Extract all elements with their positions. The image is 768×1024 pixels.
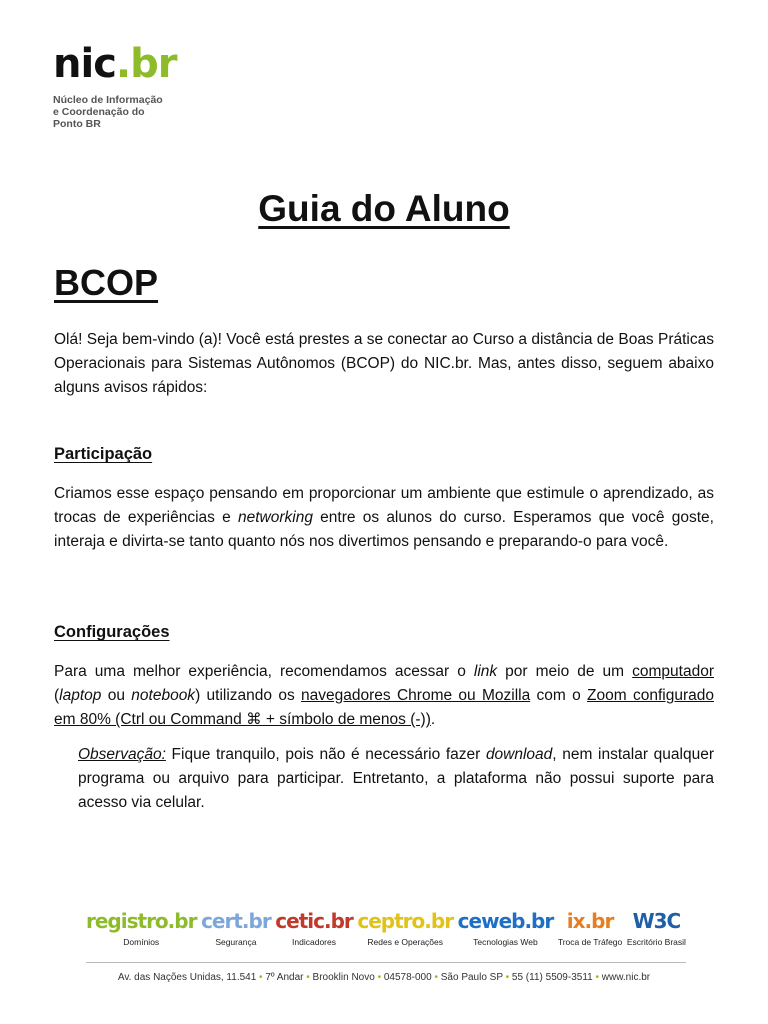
page-title: Guia do Aluno <box>258 188 510 229</box>
address-separator: • <box>592 972 602 983</box>
footer-brand <box>558 908 622 947</box>
footer-brand-desc: Tecnologias Web <box>473 937 538 947</box>
address-part: 55 (11) 5509-3511 <box>511 972 593 983</box>
section-heading-configuracoes: Configurações <box>54 623 170 641</box>
configuracoes-paragraph: Para uma melhor experiência, recomendamos acessar o link por meio de um computador (laptop ou notebook) utilizando os navegadores Chrome ou Mozilla com o Zoom configurado em 80% (Ctrl ou Command ⌘ + símbolo de menos (-)). <box>54 663 714 728</box>
address-part: www.nic.br <box>601 972 651 983</box>
footer-brand <box>275 908 352 947</box>
participacao-paragraph: Criamos esse espaço pensando em proporcionar um ambiente que estimule o aprendizado, as trocas de experiências e networking entre os alunos do curso. Esperamos que você goste, interaja e divirta-se tanto quanto nós nos divertimos pensando e preparando-o para você. <box>54 485 714 550</box>
footer-brand-logo: cert.br <box>201 909 271 933</box>
footer-brand-logo: W3C <box>632 909 681 933</box>
address-separator: • <box>256 972 266 983</box>
footer-brand <box>201 908 271 947</box>
address-part: São Paulo SP <box>440 972 503 983</box>
footer-brand-desc: Domínios <box>123 937 160 947</box>
observacao-paragraph: Observação: Fique tranquilo, pois não é necessário fazer download, nem instalar qualquer programa ou arquivo para participar. Entretanto, a plataforma não possui suporte para acesso via celular. <box>78 746 714 811</box>
footer-brand-desc: Segurança <box>215 937 257 947</box>
footer-brand <box>86 908 196 947</box>
footer-address <box>0 972 768 983</box>
footer-divider <box>86 962 686 963</box>
footer-brand-desc: Indicadores <box>292 937 336 947</box>
address-part: 7º Andar <box>265 972 304 983</box>
address-separator: • <box>303 972 313 983</box>
address-separator: • <box>431 972 441 983</box>
address-part: Av. das Nações Unidas, 11.541 <box>117 972 257 983</box>
nic-br-logo <box>53 41 177 130</box>
address-part: 04578-000 <box>383 972 432 983</box>
footer-brand <box>458 908 554 947</box>
footer-brand-logos <box>86 908 686 947</box>
footer-brand-desc: Redes e Operações <box>367 937 444 947</box>
footer-brand-logo: ix.br <box>566 909 614 933</box>
footer-brand <box>627 908 686 947</box>
footer-brand-desc: Troca de Tráfego <box>557 937 623 947</box>
footer-brand-logo: cetic.br <box>275 909 353 933</box>
section-heading-participacao: Participação <box>54 445 153 463</box>
logo-subtitle: Núcleo de Informação e Coordenação do Ponto BR <box>53 94 163 130</box>
address-separator: • <box>502 972 512 983</box>
footer-brand-logo: ceweb.br <box>457 909 554 933</box>
footer-brand <box>357 908 453 947</box>
footer-brand-logo: ceptro.br <box>357 909 454 933</box>
address-separator: • <box>374 972 384 983</box>
logo-wordmark: nic.br <box>53 41 177 87</box>
page-subtitle: BCOP <box>54 262 159 303</box>
address-part: Brooklin Novo <box>312 972 375 983</box>
footer-brand-desc: Escritório Brasil <box>626 937 686 947</box>
intro-paragraph: Olá! Seja bem-vindo (a)! Você está prestes a se conectar ao Curso a distância de Boas Práticas Operacionais para Sistemas Autônomos (BCOP) do NIC.br. Mas, antes disso, seguem abaixo alguns avisos rápidos: <box>54 331 714 396</box>
footer-brand-logo: registro.br <box>86 909 197 933</box>
